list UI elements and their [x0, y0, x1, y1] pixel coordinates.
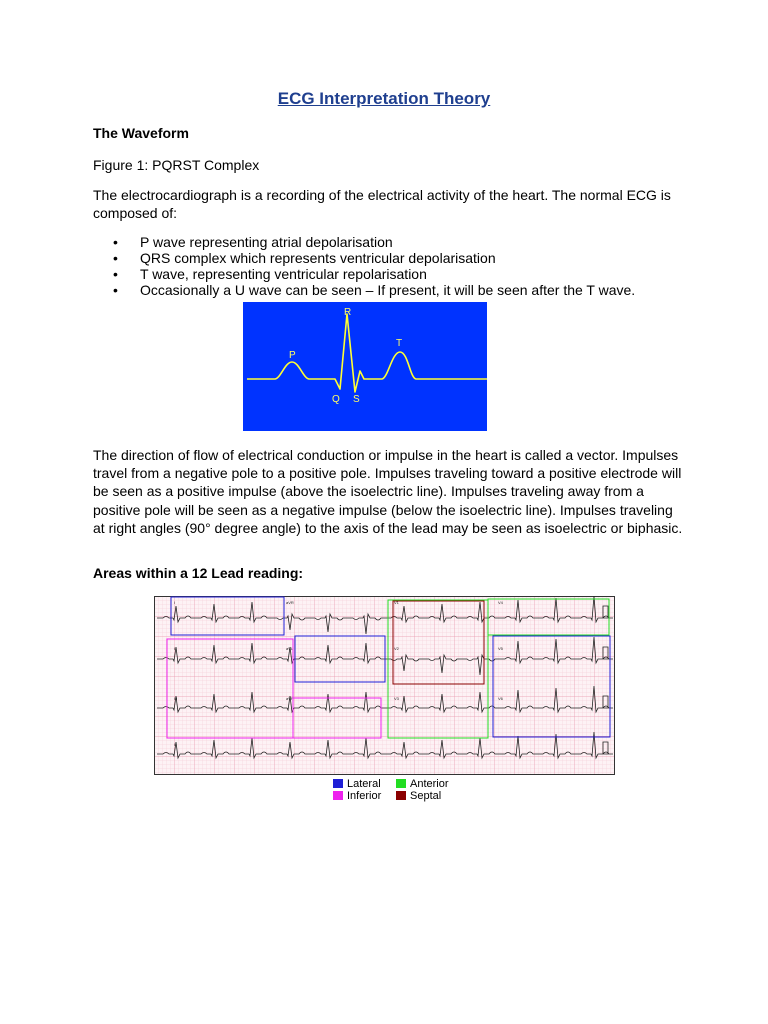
figure-caption: Figure 1: PQRST Complex: [93, 157, 260, 173]
legend-label: Lateral: [347, 778, 381, 790]
legend-label: Inferior: [347, 790, 382, 802]
lead-label: V3: [394, 696, 399, 701]
label-t: T: [396, 338, 403, 349]
pqrst-trace: [247, 314, 487, 392]
label-p: P: [289, 350, 296, 361]
legend-swatch: [396, 791, 406, 800]
vector-paragraph: The direction of flow of electrical conduction or impulse in the heart is called a vector. Impulses travel from a negative pole to a positive pole. Impulses traveling toward a positive electrode will be seen as a positive impulse (above the isoelectric line). Impulses traveling away from a positive pole will be seen as a negative impulse (below the isoelectric line). Impulses traveling at right angles (90° degree angle) to the axis of the lead may be seen as isoelectric or biphasic.: [93, 447, 683, 536]
lead-label: aVR: [286, 600, 294, 605]
lead-label: V4: [498, 600, 503, 605]
lead-label: V5: [498, 646, 503, 651]
list-item: • Occasionally a U wave can be seen – If present, it will be seen after the T wave.: [113, 282, 635, 298]
twelve-lead-ecg-figure: [154, 596, 615, 775]
list-item: • T wave, representing ventricular repolarisation: [113, 266, 635, 282]
page-title: ECG Interpretation Theory: [277, 89, 491, 108]
lead-label: V1: [394, 600, 399, 605]
legend-label: Anterior: [410, 778, 449, 790]
lead-label: V6: [498, 696, 503, 701]
legend-item-inferior: [333, 790, 381, 802]
label-r: R: [344, 307, 352, 318]
legend-swatch: [396, 779, 406, 788]
twelve-lead-ecg-graphic: [154, 596, 615, 775]
lead-label: V2: [394, 646, 399, 651]
lead-label: II: [174, 646, 177, 651]
lead-label: II: [174, 742, 177, 747]
lead-label: I: [174, 600, 176, 605]
ecg-legend: [333, 778, 473, 804]
pqrst-trace-graphic: [243, 302, 487, 431]
legend-swatch: [333, 791, 343, 800]
legend-label: Septal: [410, 790, 442, 802]
lead-label: aVL: [286, 646, 294, 651]
lead-label: III: [174, 696, 178, 701]
lead-label: aVF: [286, 696, 294, 701]
legend-item-anterior: [396, 778, 449, 790]
pqrst-figure: [243, 302, 487, 431]
section-heading-waveform: The Waveform: [93, 125, 189, 141]
component-list: [113, 234, 635, 298]
legend-item-lateral: [333, 778, 381, 790]
label-s: S: [353, 394, 360, 405]
list-item: • QRS complex which represents ventricular depolarisation: [113, 250, 635, 266]
list-item: • P wave representing atrial depolarisation: [113, 234, 635, 250]
legend-swatch: [333, 779, 343, 788]
intro-paragraph: The electrocardiograph is a recording of the electrical activity of the heart. The normal ECG is composed of:: [93, 187, 671, 221]
section-heading-areas: Areas within a 12 Lead reading:: [93, 565, 304, 581]
label-q: Q: [332, 394, 340, 405]
legend-item-septal: [396, 790, 441, 802]
